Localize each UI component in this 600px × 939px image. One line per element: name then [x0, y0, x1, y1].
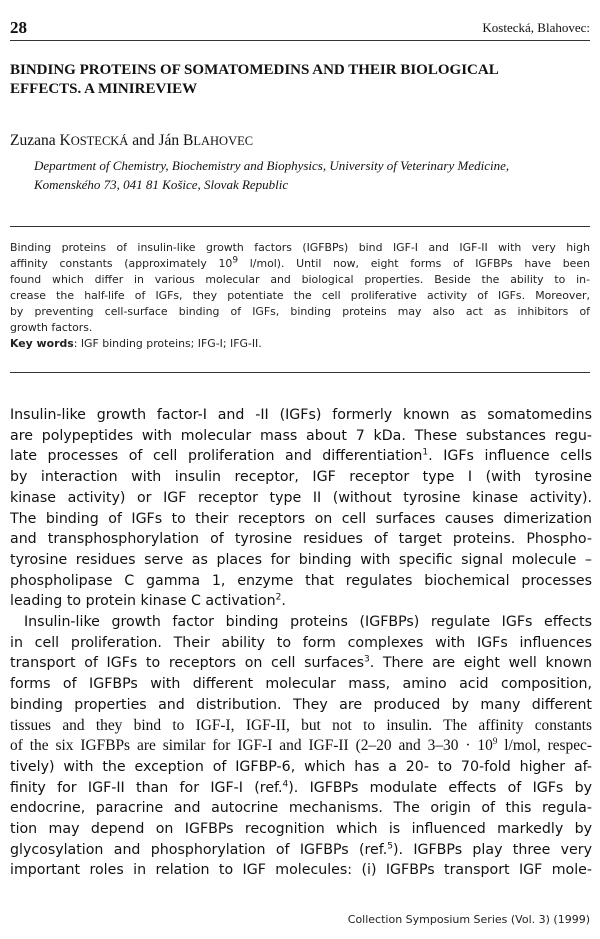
body-line — [10, 591, 592, 612]
title-line: EFFECTS. A MINIREVIEW — [10, 81, 198, 97]
body-line: in cell proliferation. Their ability to form complexes with IGFs influences — [10, 634, 592, 651]
keywords-text: : IGF binding proteins; IFG-I; IFG-II. — [73, 337, 262, 350]
abstract-line: growth factors. — [10, 321, 93, 334]
body-line: tyrosine residues serve as places for binding with specific signal molecule – — [10, 551, 592, 568]
abstract-line: found which differ in various molecular and biological properties. Beside the ability to in- — [10, 273, 590, 286]
body-line: Insulin-like growth factor binding proteins (IGFBPs) regulate IGFs effects — [24, 614, 592, 631]
abstract-line — [10, 256, 590, 272]
author-smallcaps: LAHOVEC — [193, 134, 254, 148]
author-first: Zuzana K — [10, 132, 71, 149]
body-line: tively) with the exception of IGFBP-6, which has a 20- to 70-fold higher af- — [10, 758, 592, 775]
keywords-label: Key words — [10, 337, 74, 350]
page-number: 28 — [10, 18, 27, 37]
superscript: 9 — [492, 736, 498, 747]
body-line: tion may depend on IGFBPs recognition which is influenced markedly by — [10, 821, 592, 838]
body-line: are polypeptides with molecular mass about 7 kDa. These substances regu- — [10, 427, 592, 444]
text-run: affinity constants (approximately 10 — [10, 257, 233, 270]
abstract-bottom-rule — [10, 372, 590, 373]
body-line — [10, 778, 592, 799]
citation-superscript: 2 — [275, 592, 282, 603]
body-line: The binding of IGFs to their receptors on cell surfaces causes dimerization — [10, 510, 592, 527]
body-line: tissues and they bind to IGF-I, IGF-II, but not to insulin. The affinity constants — [10, 716, 592, 734]
author-and: and Ján B — [128, 132, 194, 149]
text-run: ). IGFBPs play three very — [392, 841, 593, 858]
text-run: late processes of cell proliferation and differentiation — [10, 448, 423, 465]
citation-superscript: 3 — [363, 654, 370, 665]
abstract-line: Binding proteins of insulin-like growth factors (IGFBPs) bind IGF-I and IGF-II with very high — [10, 241, 590, 254]
text-run: finity for IGF-II than for IGF-I (ref. — [10, 779, 283, 796]
superscript: 9 — [232, 255, 239, 266]
text-run: of the six IGFBPs are similar for IGF-I and IGF-II (2–20 and 3–30 · 10 — [10, 737, 493, 755]
body-line — [10, 653, 592, 674]
citation-superscript: 5 — [387, 841, 393, 852]
body-text — [10, 405, 592, 881]
page-footer: Collection Symposium Series (Vol. 3) (1999) — [347, 913, 590, 926]
body-line — [10, 736, 592, 757]
affiliation — [34, 156, 584, 194]
abstract-line: by preventing cell-surface binding of IGFs, binding proteins may also act as inhibitors of — [10, 305, 590, 318]
text-run: leading to protein kinase C activation — [10, 593, 276, 610]
author-smallcaps: OSTECKÁ — [70, 134, 129, 148]
abstract — [10, 240, 590, 352]
page-header — [10, 14, 590, 41]
body-line — [10, 446, 592, 467]
text-run: l/mol, respec- — [497, 737, 592, 755]
text-run: . IGFs influence cells — [428, 448, 592, 465]
body-line: important roles in relation to IGF molecules: (i) IGFBPs transport IGF mole- — [10, 862, 592, 879]
body-line: Insulin-like growth factor-I and -II (IGFs) formerly known as somatomedins — [10, 407, 592, 423]
article-title — [10, 61, 585, 99]
body-line: endocrine, paracrine and autocrine mechanisms. The origin of this regula- — [10, 800, 592, 817]
body-line: binding properties and distribution. They are produced by many different — [10, 696, 592, 713]
authors — [10, 132, 253, 150]
body-line: by interaction with insulin receptor, IGF receptor type I (with tyrosine — [10, 469, 592, 486]
body-line — [10, 840, 592, 861]
text-run: transport of IGFs to receptors on cell surfaces — [10, 655, 364, 672]
citation-superscript: 4 — [282, 778, 289, 789]
body-line: kinase activity) or IGF receptor type II (without tyrosine kinase activity). — [10, 489, 592, 506]
abstract-top-rule — [10, 226, 590, 227]
body-line: and transphosphorylation of tyrosine residues of target proteins. Phospho- — [10, 531, 592, 548]
body-line: forms of IGFBPs with different molecular mass, amino acid composition, — [10, 676, 592, 693]
text-run: glycosylation and phosphorylation of IGFBPs (ref. — [10, 841, 388, 858]
citation-superscript: 1 — [422, 447, 429, 458]
text-run: ). IGFBPs modulate effects of IGFs by — [288, 779, 593, 796]
text-run: . — [281, 593, 286, 610]
keywords — [10, 336, 590, 352]
title-line: BINDING PROTEINS OF SOMATOMEDINS AND THEIR BIOLOGICAL — [10, 62, 499, 78]
running-head: Kostecká, Blahovec: — [482, 20, 590, 35]
text-run: l/mol). Until now, eight forms of IGFBPs have been — [238, 257, 590, 270]
body-line: phospholipase C gamma 1, enzyme that regulates biochemical processes — [10, 572, 592, 589]
affiliation-line: Komenského 73, 041 81 Košice, Slovak Republic — [34, 177, 289, 192]
affiliation-line: Department of Chemistry, Biochemistry and Biophysics, University of Veterinary Medicine, — [34, 158, 510, 173]
abstract-line: crease the half-life of IGFs, they potentiate the cell proliferative activity of IGFs. Moreover, — [10, 289, 590, 302]
text-run: . There are eight well known — [369, 655, 593, 672]
